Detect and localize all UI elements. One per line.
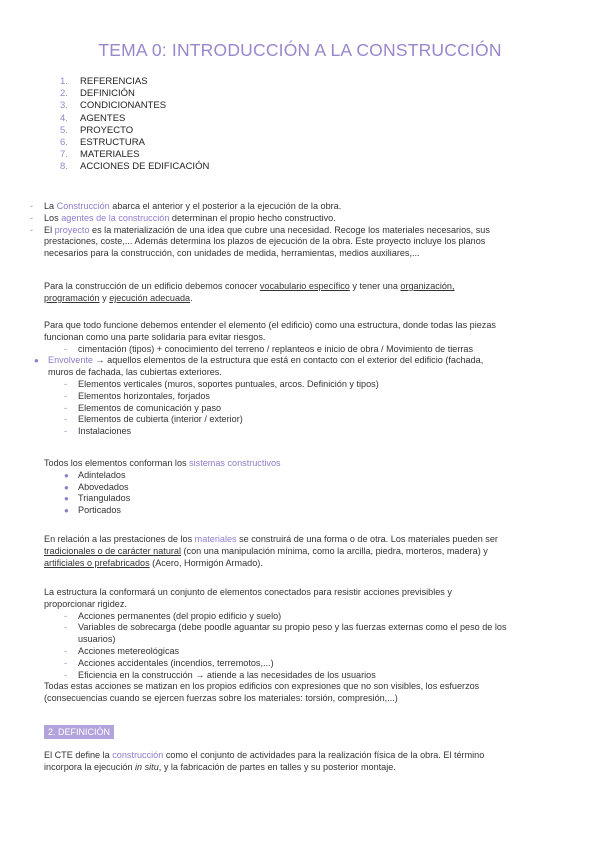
paragraph-materials: En relación a las prestaciones de los materiales se construirá de una forma o de otra. Los materiales pueden ser tradicionales o de carácter natural (con una manipulación mínima, como la arcilla, piedra, morteros, madera) y artificiales o prefabricados (Acero, Hormigón Armado). <box>44 534 498 568</box>
list-item: - Acciones permanentes (del propio edificio y suelo) <box>64 610 282 621</box>
list-item: - Acciones metereológicas <box>64 645 180 656</box>
list-item: ● Envolvente → aquellos elementos de la estructura que está en contacto con el exterior del edificio (fachada, <box>34 355 484 366</box>
table-of-contents <box>60 76 209 174</box>
list-item: - Acciones accidentales (incendios, terremotos,...) <box>64 657 274 668</box>
page-title: TEMA 0: INTRODUCCIÓN A LA CONSTRUCCIÓN <box>98 40 502 60</box>
dash-bullet: - <box>64 610 68 621</box>
dash-bullet: - <box>30 201 34 211</box>
toc-item: 2. DEFINICIÓN <box>60 88 135 100</box>
list-item: - La Construcción abarca el anterior y el posterior a la ejecución de la obra. <box>30 201 342 211</box>
dot-bullet: ● <box>64 494 69 504</box>
paragraph-structure: Para que todo funcione debemos entender el elemento (el edificio) como una estructura, donde todas las piezas funcionan como una parte solidaria para evitar riesgos. - cimentación (tipos) + conocimiento del terreno / replanteos e inicio de obra / Movimiento de tierras ● Envolvente → aquellos elementos de la estructura que está en contacto con el exterior del edificio (fachada, muros de fachada, las cubiertas exteriores. - Elementos verticales (muros, soportes puntuales, arcos. Definición y tipos) - Elementos horizontales, forjados - Elementos de comunicación y paso - Elementos de cubierta (interior / exterior) - Instalaciones <box>34 320 496 437</box>
list-item: - Elementos verticales (muros, soportes puntuales, arcos. Definición y tipos) <box>64 378 379 389</box>
toc-item: 1. REFERENCIAS <box>60 76 148 87</box>
toc-item: 4. AGENTES <box>60 112 126 124</box>
dot-bullet: ● <box>64 506 69 516</box>
dot-bullet: ● <box>64 482 69 492</box>
list-item-continuation: prestaciones, coste,... Además determina los plazos de ejecución de la obra. Este proyecto incluye los planos <box>44 236 486 247</box>
dash-bullet: - <box>64 343 68 354</box>
dash-bullet: - <box>30 212 34 223</box>
list-item: - Elementos horizontales, forjados <box>64 390 210 401</box>
dot-bullet: ● <box>34 356 39 366</box>
list-item: - Variables de sobrecarga (debe poodle aguantar su propio peso y las fuerzas externas como el peso de los <box>64 622 507 633</box>
list-item: - Elementos de cubierta (interior / exterior) <box>64 414 243 425</box>
list-item: - cimentación (tipos) + conocimiento del terreno / replanteos e inicio de obra / Movimiento de tierras <box>64 343 474 354</box>
list-item: ● Porticados <box>64 505 121 516</box>
paragraph-systems: Todos los elementos conforman los sistemas constructivos ● Adintelados ● Abovedados ● Triangulados ● Porticados <box>44 458 281 516</box>
dash-bullet: - <box>30 224 34 235</box>
list-item: ● Abovedados <box>64 481 129 492</box>
dash-bullet: - <box>64 390 68 401</box>
dash-bullet: - <box>64 402 68 413</box>
toc-item: 5. PROYECTO <box>60 124 134 136</box>
list-item: - El proyecto es la materialización de una idea que cubre una necesidad. Recoge los materiales necesarios, sus <box>30 224 490 235</box>
toc-item: 3. CONDICIONANTES <box>60 100 167 112</box>
list-item: ● Adintelados <box>64 469 126 480</box>
dash-bullet: - <box>64 378 68 389</box>
list-item: ● Triangulados <box>64 493 131 504</box>
toc-item: 8. ACCIONES DE EDIFICACIÓN <box>60 161 210 173</box>
dash-bullet: - <box>64 669 68 680</box>
list-item-continuation: necesarios para la construcción, con unidades de medida, herramientas, medios auxiliares,... <box>44 248 420 259</box>
section-header-definicion: 2. DEFINICIÓN <box>44 725 114 739</box>
dash-bullet: - <box>64 645 68 656</box>
paragraph-vocabulary: Para la construcción de un edificio debemos conocer vocabulario específico y tener una organización, programación y ejecución adecuada. <box>44 281 455 303</box>
intro-list <box>30 201 490 260</box>
toc-item: 6. ESTRUCTURA <box>60 136 145 148</box>
dash-bullet: - <box>64 426 68 437</box>
paragraph-actions: La estructura la conformará un conjunto de elementos conectados para resistir acciones previsibles y proporcionar rigidez. - Acciones permanentes (del propio edificio y suelo) - Variables de sobrecarga (debe poodle aguantar su propio peso y las fuerzas externas como el peso de los usuarios) - Acciones metereológicas - Acciones accidentales (incendios, terremotos,...) - Eficiencia en la construcción → atiende a las necesidades de los usuarios Todas estas acciones se matizan en los propios edificios con expresiones que no son visibles, los esfuerzos (consecuencias cuando se ejercen fuerzas sobre los materiales: torsión, compresión,...) <box>44 587 507 704</box>
list-item: - Elementos de comunicación y paso <box>64 402 222 413</box>
list-item: - Instalaciones <box>64 426 132 437</box>
list-item: - Los agentes de la construcción determinan el propio hecho constructivo. <box>30 212 336 223</box>
dash-bullet: - <box>64 622 68 633</box>
list-item: - Eficiencia en la construcción → atiende a las necesidades de los usuarios <box>64 669 376 680</box>
paragraph-definition: El CTE define la construcción como el conjunto de actividades para la realización física de la obra. El término incorpora la ejecución in situ, y la fabricación de partes en talles y su posterior montaje. <box>44 750 485 772</box>
dot-bullet: ● <box>64 470 69 480</box>
list-item-continuation: usuarios) <box>78 634 116 645</box>
dash-bullet: - <box>64 414 68 425</box>
dash-bullet: - <box>64 657 68 668</box>
toc-item: 7. MATERIALES <box>60 149 140 161</box>
